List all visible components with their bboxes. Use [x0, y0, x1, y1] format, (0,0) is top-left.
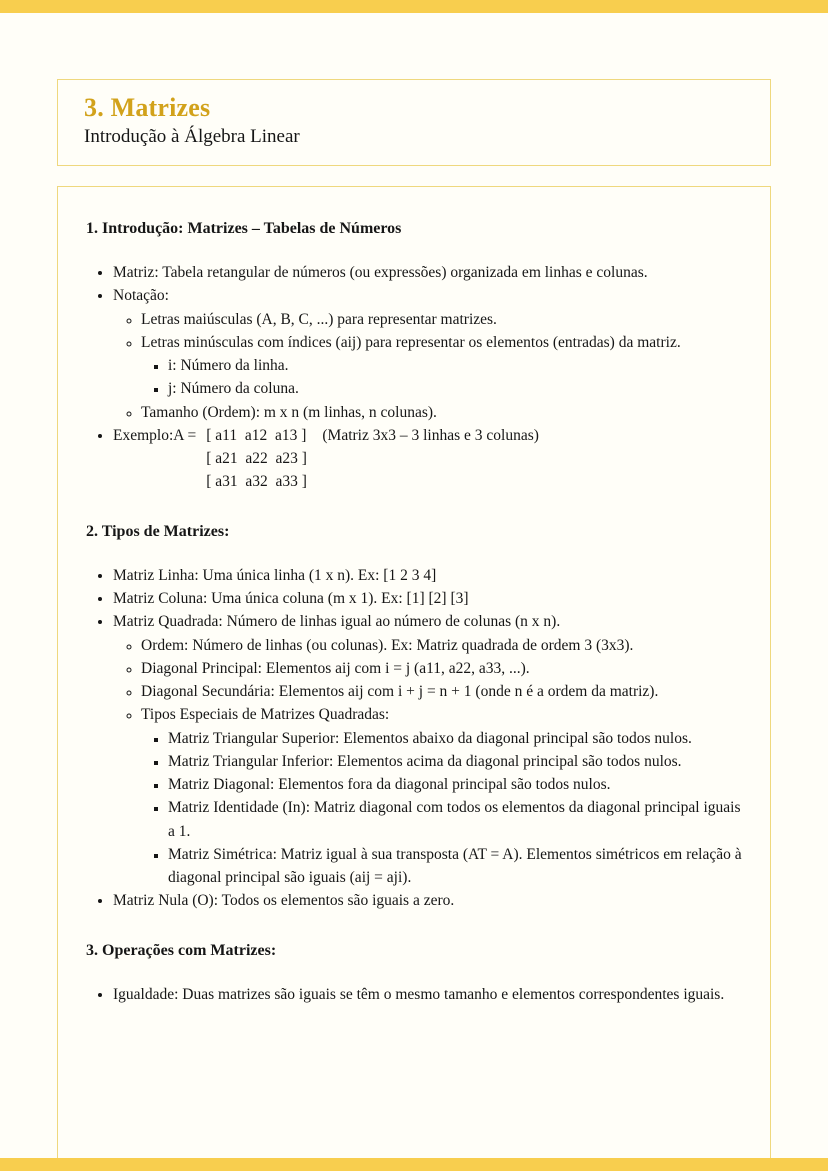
- section-heading: 1. Introdução: Matrizes – Tabelas de Números: [86, 220, 402, 237]
- matrix-label: • Exemplo:A =: [113, 426, 197, 444]
- list-item: [113, 889, 742, 912]
- list-item-text: Matriz Triangular Superior: Elementos abaixo da diagonal principal são todos nulos.: [168, 729, 692, 747]
- list-item-text: Diagonal Secundária: Elementos aij com i + j = n + 1 (onde n é a ordem da matriz).: [141, 683, 659, 701]
- list-item: [168, 796, 742, 843]
- list-item: [141, 308, 742, 331]
- matrix-rows: [206, 424, 539, 494]
- top-accent-bar: [0, 0, 828, 13]
- list-item: [113, 564, 742, 587]
- list-item: [113, 284, 742, 424]
- list-item: [168, 750, 742, 773]
- section-heading: 2. Tipos de Matrizes:: [86, 522, 230, 540]
- bullet-list-level2: [113, 308, 742, 424]
- list-item-text: Matriz Coluna: Uma única coluna (m x 1). Ex: [1] [2] [3]: [113, 590, 469, 608]
- list-item: [113, 261, 742, 284]
- matrix-example: [113, 424, 742, 494]
- section-introducao-matrizes: [86, 217, 742, 494]
- matrix-row: [206, 447, 539, 470]
- list-item-text: Tamanho (Ordem): m x n (m linhas, n colunas).: [141, 403, 437, 421]
- header-card: [57, 79, 771, 166]
- list-item: [141, 680, 742, 703]
- matrix-row-text: [ a21 a22 a23 ]: [206, 450, 307, 468]
- matrix-row-text: [ a11 a12 a13 ]: [206, 426, 307, 444]
- matrix-row: [206, 424, 539, 447]
- list-item: [168, 773, 742, 796]
- matrix-row-text: [ a31 a32 a33 ]: [206, 473, 307, 491]
- list-item: [168, 843, 742, 890]
- list-item: [113, 983, 742, 1006]
- section-tipos-de-matrizes: [86, 520, 742, 913]
- list-item-text: i: Número da linha.: [168, 357, 289, 375]
- list-item-text: Letras maiúsculas (A, B, C, ...) para representar matrizes.: [141, 310, 497, 328]
- list-item-text: j: Número da coluna.: [168, 380, 299, 398]
- list-item: [141, 634, 742, 657]
- list-item: [141, 331, 742, 401]
- bullet-list-level3: [141, 354, 742, 401]
- list-item-text: Matriz Identidade (In): Matriz diagonal com todos os elementos da diagonal principal iguais a 1.: [168, 799, 741, 840]
- list-item: [168, 377, 742, 400]
- list-item: [168, 354, 742, 377]
- list-item: [113, 610, 742, 889]
- bullet-list-level1: [86, 261, 742, 494]
- list-item-text: Matriz Simétrica: Matriz igual à sua transposta (AT = A). Elementos simétricos em relação à diagonal principal são iguais (aij = aji).: [168, 845, 742, 887]
- bullet-list-level2: [113, 634, 742, 890]
- page-subtitle: Introdução à Álgebra Linear: [84, 125, 300, 147]
- list-item: [141, 401, 742, 424]
- list-item-text: Notação:: [113, 287, 169, 305]
- list-item-text: Matriz: Tabela retangular de números (ou expressões) organizada em linhas e colunas.: [113, 264, 648, 282]
- list-item-text: Ordem: Número de linhas (ou colunas). Ex: Matriz quadrada de ordem 3 (3x3).: [141, 636, 634, 654]
- list-item: [141, 703, 742, 889]
- matrix-row: [206, 470, 539, 493]
- list-item: [113, 587, 742, 610]
- bullet-list-level1: [86, 983, 742, 1006]
- section-heading: 3. Operações com Matrizes:: [86, 941, 277, 959]
- bullet-list-level3: [141, 727, 742, 890]
- list-item-text: Matriz Quadrada: Número de linhas igual ao número de colunas (n x n).: [113, 613, 561, 631]
- content-card: [57, 186, 771, 1171]
- matrix-annotation: (Matriz 3x3 – 3 linhas e 3 colunas): [322, 426, 539, 444]
- bullet-list-level1: [86, 564, 742, 913]
- list-item-text: Igualdade: Duas matrizes são iguais se têm o mesmo tamanho e elementos correspondentes iguais.: [113, 985, 725, 1003]
- matrix-example-item: [113, 424, 742, 494]
- page-title: 3. Matrizes: [84, 93, 211, 122]
- list-item-text: Matriz Nula (O): Todos os elementos são iguais a zero.: [113, 892, 455, 910]
- list-item-text: Letras minúsculas com índices (aij) para representar os elementos (entradas) da matriz.: [141, 333, 681, 351]
- list-item-text: Matriz Triangular Inferior: Elementos acima da diagonal principal são todos nulos.: [168, 752, 682, 770]
- list-item-text: Diagonal Principal: Elementos aij com i = j (a11, a22, a33, ...).: [141, 659, 530, 677]
- bottom-accent-bar: [0, 1158, 828, 1171]
- list-item-text: Matriz Linha: Uma única linha (1 x n). Ex: [1 2 3 4]: [113, 566, 437, 584]
- list-item-text: Tipos Especiais de Matrizes Quadradas:: [141, 706, 390, 724]
- list-item: [141, 657, 742, 680]
- list-item: [168, 727, 742, 750]
- section-operacoes-com-matrizes: [86, 939, 742, 1006]
- list-item-text: Matriz Diagonal: Elementos fora da diagonal principal são todos nulos.: [168, 776, 611, 794]
